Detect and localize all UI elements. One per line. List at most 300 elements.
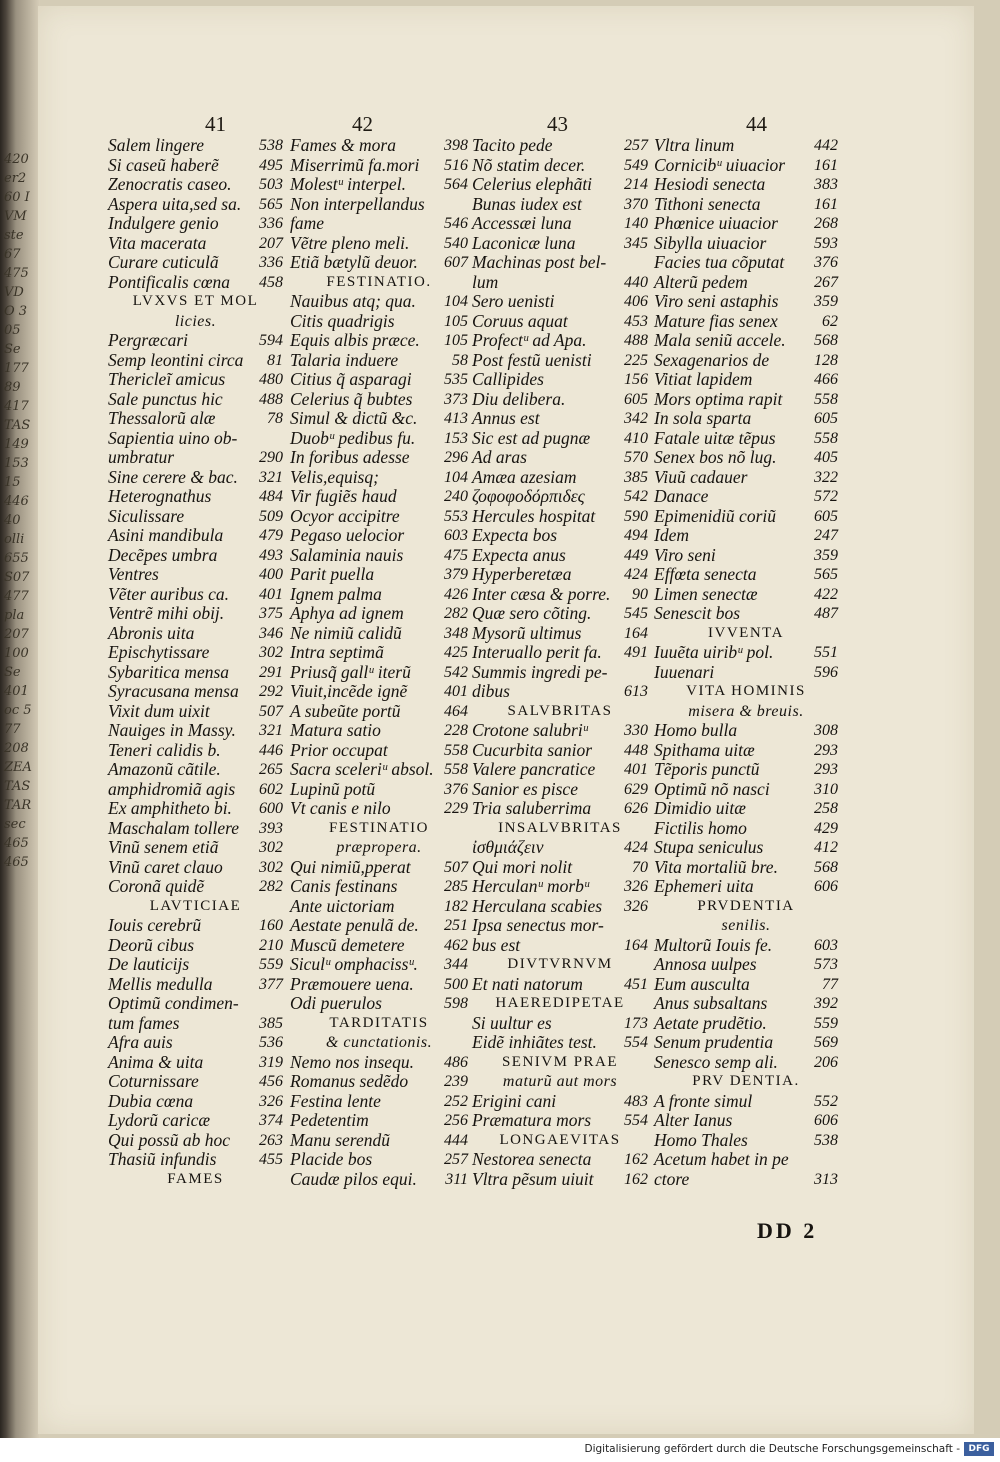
- index-entry: [290, 702, 468, 722]
- entry-text: LONGAEVITAS: [499, 1131, 621, 1148]
- entry-page-ref: 348: [444, 624, 468, 642]
- entry-text: Aetate prudẽtio.: [654, 1012, 767, 1033]
- entry-text: INSALVBRITAS: [498, 819, 622, 836]
- index-entry: [108, 624, 283, 644]
- entry-page-ref: 480: [259, 371, 283, 388]
- entry-text: maturũ aut mors: [502, 1073, 618, 1090]
- index-entry: [290, 390, 468, 410]
- index-entry: [472, 195, 648, 215]
- index-entry: [472, 877, 648, 897]
- section-heading: [472, 1053, 648, 1073]
- entry-text: Expecta bos: [472, 525, 558, 545]
- index-entry: [108, 955, 283, 975]
- index-entry: [290, 663, 468, 683]
- entry-text: Viro seni: [654, 544, 716, 565]
- index-entry: [472, 526, 648, 546]
- entry-page-ref: 613: [624, 683, 648, 700]
- entry-text: FESTINATIO: [329, 819, 429, 836]
- entry-text: Vinũ senem etiã: [108, 837, 219, 857]
- entry-text: Coronã quidẽ: [108, 876, 205, 896]
- entry-page-ref: 412: [814, 839, 838, 856]
- entry-page-ref: 345: [624, 234, 648, 252]
- entry-page-ref: 565: [259, 195, 283, 213]
- index-entry: [290, 234, 468, 254]
- entry-page-ref: 239: [444, 1073, 468, 1090]
- index-entry: [472, 643, 648, 663]
- index-entry: [290, 429, 468, 449]
- index-entry: [108, 136, 283, 156]
- entry-page-ref: 302: [259, 644, 283, 661]
- entry-page-ref: 400: [259, 566, 283, 583]
- entry-text: Intra septimã: [290, 642, 384, 662]
- entry-text: Hesiodi senecta: [654, 174, 766, 194]
- index-entry: [654, 507, 838, 527]
- entry-page-ref: 336: [259, 215, 283, 232]
- entry-page-ref: 484: [259, 488, 283, 505]
- entry-page-ref: 375: [259, 605, 283, 622]
- index-entry: [108, 799, 283, 819]
- entry-text: Salem lingere: [108, 135, 205, 155]
- entry-text: Viuũ cadauer: [654, 466, 748, 487]
- index-entry: [654, 390, 838, 410]
- entry-page-ref: 313: [814, 1170, 838, 1188]
- entry-text: Muscũ demetere: [290, 934, 405, 955]
- index-entry: [108, 331, 283, 351]
- entry-page-ref: 90: [632, 585, 648, 603]
- index-entry: [290, 487, 468, 507]
- entry-page-ref: 558: [444, 741, 468, 759]
- entry-text: Vita mortaliũ bre.: [654, 856, 778, 877]
- entry-text: HAEREDIPETAE: [495, 995, 625, 1011]
- entry-page-ref: 573: [814, 956, 838, 973]
- entry-page-ref: 105: [444, 332, 468, 349]
- entry-text: Annus est: [472, 408, 540, 428]
- entry-page-ref: 182: [444, 897, 468, 915]
- index-entry: [290, 409, 468, 429]
- entry-text: Citius q̃ asparagi: [290, 369, 412, 389]
- entry-page-ref: 258: [814, 800, 838, 817]
- entry-text: Canis festinans: [290, 876, 398, 896]
- entry-text: Senum prudentia: [654, 1032, 774, 1052]
- entry-page-ref: 257: [444, 1151, 468, 1168]
- index-entry: [654, 1111, 838, 1131]
- entry-text: Heterognathus: [108, 486, 212, 506]
- index-entry: [654, 136, 838, 156]
- index-entry: [472, 936, 648, 956]
- index-entry: [108, 253, 283, 273]
- entry-page-ref: 153: [444, 429, 468, 447]
- index-entry: [654, 253, 838, 273]
- index-entry: [654, 1092, 838, 1112]
- index-entry: [290, 136, 468, 156]
- entry-page-ref: 486: [444, 1053, 468, 1071]
- index-entry: [290, 526, 468, 546]
- entry-page-ref: 293: [814, 741, 838, 759]
- entry-text: Vitiat lapidem: [654, 369, 753, 389]
- entry-text: Bunas iudex est: [472, 193, 582, 214]
- index-entry: [290, 994, 468, 1014]
- index-entry: [472, 448, 648, 468]
- entry-page-ref: 282: [259, 878, 283, 895]
- entry-text: Facies tua cõputat: [654, 252, 785, 272]
- entry-page-ref: 425: [444, 644, 468, 661]
- entry-page-ref: 401: [259, 585, 283, 603]
- dfg-logo: DFG: [964, 1442, 994, 1456]
- entry-text: amphidromiã agis: [108, 778, 236, 799]
- entry-page-ref: 164: [624, 624, 648, 642]
- entry-page-ref: 554: [624, 1112, 648, 1129]
- entry-page-ref: 401: [444, 683, 468, 700]
- entry-text: Epischytissare: [108, 642, 210, 662]
- index-entry: [472, 1170, 648, 1190]
- entry-text: Laconicæ luna: [472, 232, 576, 253]
- index-entry: [654, 799, 838, 819]
- index-entry: [108, 780, 283, 800]
- page-number-41: 41: [205, 112, 226, 136]
- index-entry: [108, 273, 283, 293]
- entry-page-ref: 568: [814, 858, 838, 876]
- entry-page-ref: 336: [259, 254, 283, 271]
- digitization-footer: [0, 1438, 1000, 1462]
- index-entry: [108, 858, 283, 878]
- entry-text: Afra auis: [108, 1032, 173, 1052]
- index-entry: [108, 741, 283, 761]
- entry-page-ref: 379: [444, 566, 468, 583]
- entry-page-ref: 540: [444, 234, 468, 252]
- index-entry: [290, 585, 468, 605]
- index-entry: [290, 1092, 468, 1112]
- entry-text: Eum ausculta: [654, 973, 750, 994]
- entry-page-ref: 162: [624, 1170, 648, 1188]
- entry-text: ζοφοφοδόρπιδες: [472, 486, 585, 506]
- index-entry: [472, 409, 648, 429]
- entry-text: Ante uictoriam: [290, 895, 395, 916]
- entry-page-ref: 376: [444, 780, 468, 798]
- entry-text: Aphya ad ignem: [290, 603, 404, 623]
- entry-page-ref: 383: [814, 176, 838, 193]
- index-entry: [654, 955, 838, 975]
- index-entry: [290, 877, 468, 897]
- entry-text: Erigini cani: [472, 1090, 557, 1111]
- entry-text: Epimenidiũ coriũ: [654, 505, 776, 526]
- entry-text: Interuallo perit fa.: [472, 642, 602, 662]
- entry-text: Vẽter auribus ca.: [108, 583, 230, 604]
- entry-text: Accessæi luna: [472, 213, 572, 233]
- index-entry: [654, 1170, 838, 1190]
- index-entry: [654, 721, 838, 741]
- entry-page-ref: 488: [624, 332, 648, 349]
- entry-text: Senex bos nõ lug.: [654, 447, 777, 467]
- index-entry: [472, 565, 648, 585]
- entry-text: Ignem palma: [290, 583, 382, 604]
- index-entry: [472, 897, 648, 917]
- section-heading: [472, 1131, 648, 1151]
- index-entry: [654, 312, 838, 332]
- entry-page-ref: 451: [624, 975, 648, 993]
- entry-page-ref: 105: [444, 312, 468, 330]
- entry-page-ref: 549: [624, 156, 648, 174]
- entry-text: bus est: [472, 934, 521, 955]
- entry-text: Non interpellandus: [290, 193, 425, 214]
- entry-text: Qui mori nolit: [472, 856, 573, 877]
- entry-page-ref: 551: [814, 644, 838, 661]
- index-entry: [290, 975, 468, 995]
- index-entry: [108, 546, 283, 566]
- entry-page-ref: 596: [814, 663, 838, 681]
- entry-text: tum fames: [108, 1012, 180, 1033]
- entry-page-ref: 228: [444, 722, 468, 739]
- entry-text: Thessalorũ alæ: [108, 408, 216, 428]
- entry-page-ref: 344: [444, 956, 468, 973]
- entry-page-ref: 302: [259, 839, 283, 856]
- index-entry: [108, 877, 283, 897]
- entry-text: ἰσθμιάζειν: [472, 837, 544, 857]
- index-entry: [472, 546, 648, 566]
- entry-text: Post festũ uenisti: [472, 349, 592, 370]
- entry-page-ref: 401: [624, 761, 648, 778]
- entry-page-ref: 426: [444, 585, 468, 603]
- entry-text: Nestorea senecta: [472, 1149, 592, 1169]
- entry-text: PRV DENTIA.: [692, 1073, 800, 1089]
- entry-text: Herculana scabies: [472, 895, 603, 916]
- entry-text: Mors optima rapit: [654, 388, 783, 409]
- index-entry: [654, 175, 838, 195]
- entry-text: Priusq̃ gallᵘ iterũ: [290, 661, 411, 682]
- entry-text: Ventrẽ mihi obij.: [108, 603, 225, 623]
- index-entry: [472, 975, 648, 995]
- entry-text: licies.: [174, 312, 217, 330]
- index-entry: [472, 234, 648, 254]
- entry-text: Nauiges in Massy.: [108, 720, 236, 740]
- index-entry: [108, 1053, 283, 1073]
- entry-text: & cunctationis.: [325, 1034, 433, 1051]
- entry-page-ref: 466: [814, 371, 838, 388]
- index-entry: [654, 1033, 838, 1053]
- index-entry: [472, 585, 648, 605]
- entry-page-ref: 78: [267, 410, 283, 427]
- index-entry: [654, 409, 838, 429]
- index-entry: [472, 136, 648, 156]
- entry-text: Miserrimũ fa.mori: [290, 154, 420, 175]
- index-entry: [290, 546, 468, 566]
- entry-page-ref: 500: [444, 975, 468, 993]
- index-entry: [654, 838, 838, 858]
- index-entry: [108, 1131, 283, 1151]
- entry-page-ref: 606: [814, 1112, 838, 1129]
- entry-text: Coruus aquat: [472, 310, 568, 331]
- index-entry: [472, 175, 648, 195]
- entry-page-ref: 240: [444, 488, 468, 505]
- entry-page-ref: 564: [444, 176, 468, 193]
- entry-page-ref: 77: [822, 975, 838, 993]
- entry-page-ref: 251: [444, 917, 468, 934]
- entry-text: Annosa uulpes: [654, 954, 757, 974]
- entry-text: Semp leontini circa: [108, 349, 244, 370]
- index-entry: [290, 565, 468, 585]
- entry-page-ref: 164: [624, 936, 648, 954]
- index-entry: [654, 604, 838, 624]
- section-heading: [290, 273, 468, 293]
- entry-text: Ipsa senectus mor-: [472, 915, 604, 935]
- entry-text: Sapientia uino ob-: [108, 427, 238, 448]
- entry-text: Pedetentim: [290, 1110, 369, 1130]
- index-entry: [654, 546, 838, 566]
- entry-text: Qui nimiũ,pperat: [290, 856, 411, 877]
- entry-text: Pergræcari: [108, 330, 189, 350]
- entry-page-ref: 398: [444, 137, 468, 154]
- entry-page-ref: 393: [259, 819, 283, 837]
- entry-text: Si caseũ haberẽ: [108, 154, 219, 175]
- entry-text: A fronte simul: [654, 1090, 753, 1111]
- index-entry: [108, 1150, 283, 1170]
- entry-text: Citis quadrigis: [290, 310, 395, 331]
- entry-page-ref: 346: [259, 624, 283, 642]
- entry-text: Crotone salubriᵘ: [472, 720, 588, 740]
- entry-text: Fatale uitæ tẽpus: [654, 427, 776, 448]
- index-entry: [290, 604, 468, 624]
- entry-page-ref: 81: [267, 351, 283, 369]
- index-entry: [108, 702, 283, 722]
- index-entry: [290, 331, 468, 351]
- index-entry: [108, 487, 283, 507]
- page-number-44: 44: [746, 112, 767, 136]
- entry-text: Caudæ pilos equi.: [290, 1168, 417, 1189]
- entry-text: senilis.: [721, 917, 771, 934]
- entry-page-ref: 590: [624, 507, 648, 525]
- index-entry: [472, 858, 648, 878]
- section-heading: [472, 1072, 648, 1092]
- entry-page-ref: 160: [259, 917, 283, 934]
- entry-page-ref: 607: [444, 254, 468, 271]
- entry-text: Danace: [654, 486, 709, 506]
- entry-text: Pontificalis cœna: [108, 271, 231, 292]
- index-column-4: [654, 136, 838, 1189]
- entry-page-ref: 565: [814, 566, 838, 583]
- index-entry: [654, 234, 838, 254]
- entry-text: DIVTVRNVM: [507, 956, 613, 972]
- index-entry: [654, 273, 838, 293]
- section-heading: [290, 1014, 468, 1034]
- entry-text: Præmouere uena.: [290, 973, 414, 994]
- index-entry: [108, 585, 283, 605]
- entry-page-ref: 488: [259, 390, 283, 408]
- entry-page-ref: 229: [444, 800, 468, 817]
- entry-page-ref: 370: [624, 195, 648, 213]
- entry-page-ref: 247: [814, 527, 838, 544]
- entry-text: Mature fias senex: [654, 310, 778, 331]
- entry-text: Herculanᵘ morbᵘ: [472, 876, 590, 896]
- index-entry: [472, 799, 648, 819]
- entry-page-ref: 225: [624, 351, 648, 369]
- index-entry: [108, 351, 283, 371]
- index-entry: [108, 643, 283, 663]
- entry-text: Phœnice uiuacior: [654, 213, 778, 233]
- entry-text: Fictilis homo: [654, 817, 747, 838]
- footer-credit: Digitalisierung gefördert durch die Deutsche Forschungsgemeinschaft -: [584, 1443, 960, 1455]
- index-entry: [108, 721, 283, 741]
- entry-text: In foribus adesse: [290, 447, 410, 467]
- entry-text: Mysorũ ultimus: [472, 622, 582, 643]
- entry-page-ref: 321: [259, 468, 283, 486]
- entry-text: Dubia cœna: [108, 1090, 194, 1111]
- entry-text: Etiã bætylũ deuor.: [290, 252, 418, 272]
- index-entry: [108, 994, 283, 1014]
- entry-text: Celerius q̃ bubtes: [290, 388, 413, 409]
- entry-text: Dimidio uitæ: [654, 798, 746, 818]
- entry-text: Ephemeri uita: [654, 876, 754, 896]
- index-entry: [108, 682, 283, 702]
- section-heading: [654, 1072, 838, 1092]
- section-heading: [472, 819, 648, 839]
- index-entry: [290, 195, 468, 215]
- index-entry: [290, 897, 468, 917]
- index-entry: [290, 936, 468, 956]
- index-entry: [472, 682, 648, 702]
- entry-text: fame: [290, 213, 325, 233]
- entry-text: Vltra linum: [654, 135, 735, 155]
- entry-text: Spithama uitæ: [654, 739, 755, 760]
- index-entry: [472, 624, 648, 644]
- entry-page-ref: 173: [624, 1014, 648, 1032]
- index-entry: [108, 1111, 283, 1131]
- index-entry: [654, 585, 838, 605]
- entry-page-ref: 265: [259, 761, 283, 778]
- entry-text: Machinas post bel-: [472, 252, 607, 272]
- entry-text: Prior occupat: [290, 739, 388, 760]
- entry-page-ref: 422: [814, 585, 838, 603]
- entry-text: IVVENTA: [708, 624, 784, 641]
- index-entry: [108, 409, 283, 429]
- entry-page-ref: 538: [814, 1131, 838, 1149]
- entry-page-ref: 493: [259, 546, 283, 564]
- entry-page-ref: 285: [444, 878, 468, 895]
- entry-text: Summis ingredi pe-: [472, 661, 608, 682]
- entry-page-ref: 483: [624, 1092, 648, 1110]
- section-heading: [290, 838, 468, 858]
- entry-text: Zenocratis caseo.: [108, 174, 232, 194]
- entry-text: Ne nimiũ calidũ: [290, 622, 402, 643]
- section-heading: [290, 1033, 468, 1053]
- entry-text: Et nati natorum: [472, 973, 583, 994]
- entry-text: Curare cuticulã: [108, 252, 219, 272]
- entry-page-ref: 442: [814, 137, 838, 154]
- entry-page-ref: 491: [624, 644, 648, 661]
- entry-page-ref: 458: [259, 273, 283, 291]
- entry-page-ref: 373: [444, 390, 468, 408]
- index-entry: [290, 292, 468, 312]
- entry-text: Senescit bos: [654, 603, 741, 623]
- entry-text: Simul & dictũ &c.: [290, 408, 418, 428]
- entry-text: Stupa seniculus: [654, 837, 764, 857]
- entry-page-ref: 559: [259, 956, 283, 973]
- index-entry: [290, 1072, 468, 1092]
- entry-page-ref: 308: [814, 722, 838, 739]
- entry-page-ref: 206: [814, 1053, 838, 1071]
- index-entry: [290, 624, 468, 644]
- index-entry: [654, 936, 838, 956]
- index-entry: [472, 253, 648, 273]
- index-entry: [472, 273, 648, 293]
- entry-text: Salaminia nauis: [290, 544, 404, 565]
- index-entry: [654, 1150, 838, 1170]
- index-entry: [290, 312, 468, 332]
- section-heading: [290, 819, 468, 839]
- index-entry: [472, 780, 648, 800]
- index-entry: [654, 643, 838, 663]
- entry-page-ref: 554: [624, 1034, 648, 1051]
- entry-text: In sola sparta: [654, 408, 752, 428]
- index-entry: [108, 234, 283, 254]
